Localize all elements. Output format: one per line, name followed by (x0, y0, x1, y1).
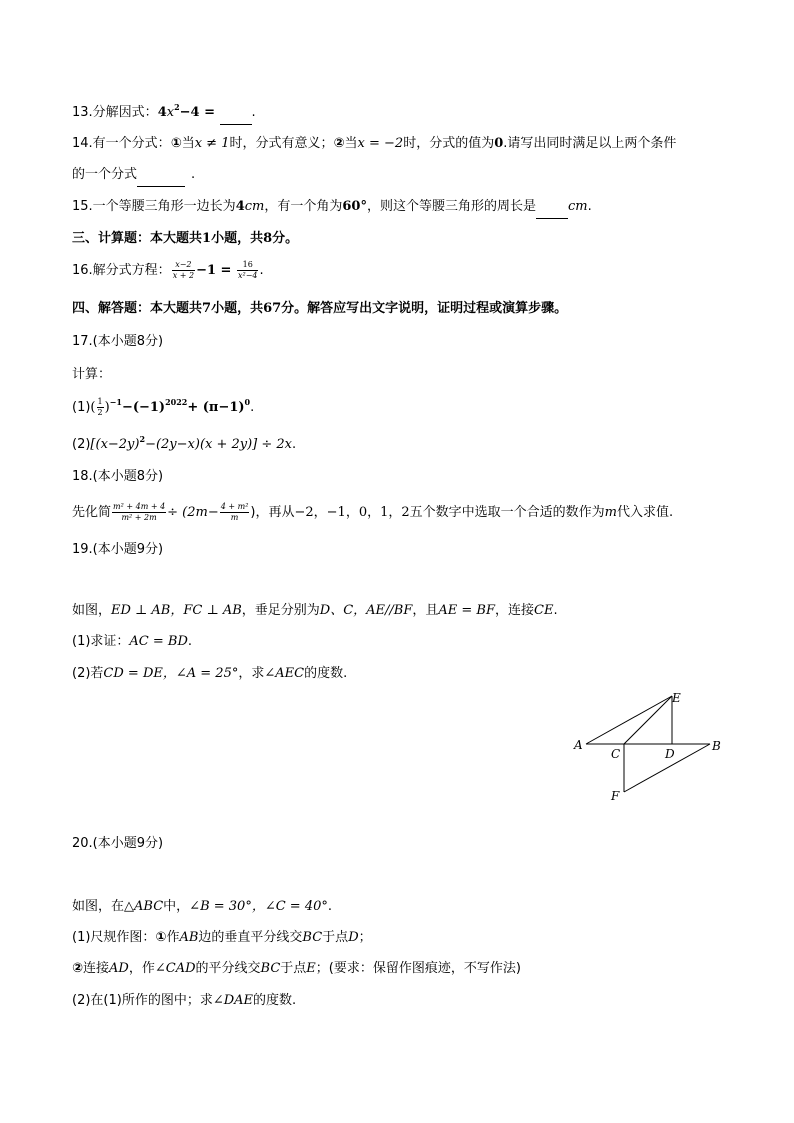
segment-ce (624, 696, 672, 744)
question-19-part1: (1)求证：AC = BD. (72, 634, 193, 649)
question-20-part1-step1: (1)尺规作图：①作AB边的垂直平分线交BC于点D； (72, 930, 372, 945)
question-19-part2: (2)若CD = DE，∠A = 25°，求∠AEC的度数. (72, 666, 348, 681)
question-17-part2: $(2)[(x-2y)^2-(2y-x)(x + 2y)] \div 2x$. (72, 434, 297, 452)
answer-blank (137, 168, 185, 187)
question-17-heading: 17.(本小题8分) (72, 334, 164, 349)
question-19-heading: 19.(本小题9分) (72, 542, 164, 557)
label-b: B (712, 739, 721, 753)
label-d: D (665, 747, 675, 761)
fraction: $\frac{\text{m² + 4m + 4}}{\text{m² + 2m}}$ (113, 502, 166, 522)
label-f: F (611, 789, 620, 803)
question-18-body: 先化简 $\frac{\text{m² + 4m + 4}}{\text{m² + 2m}}$ ÷ (2m− $\frac{\text{4 + m²}}{m}$ )，再从−2，−1，0，1，2五个数字中选取一个合适的数作为m代入求值. (72, 502, 674, 522)
fraction: $\frac{x-2}{x + 2}$ (172, 260, 195, 280)
question-20-intro: 如图，在△ABC中，∠B = 30°，∠C = 40°. (72, 899, 332, 914)
label-a: A (574, 738, 583, 752)
answer-blank (220, 106, 252, 125)
section-3-heading: 三、计算题：本大题共1小题，共8分。 (72, 231, 299, 246)
question-14-line1: 14.有一个分式：①当x ≠ 1时，分式有意义；②当x = −2时，分式的值为0.请写出同时满足以上两个条件 (72, 136, 677, 151)
question-15: 15.一个等腰三角形一边长为4cm，有一个角为60°，则这个等腰三角形的周长是 cm. (72, 198, 592, 219)
question-17-part1: (1)( $\frac{1}{2}$ )$^{-1}-(-1)^{2022}+ (\pi-1)^0$. (72, 397, 255, 417)
fraction: $\frac{16}{\text{x²−4}}$ (237, 260, 258, 280)
geometry-figure (570, 688, 730, 806)
label-c: C (611, 747, 621, 761)
fraction: $\frac{\text{4 + m²}}{m}$ (220, 502, 249, 522)
section-4-heading: 四、解答题：本大题共7小题，共67分。解答应写出文字说明，证明过程或演算步骤。 (72, 301, 568, 316)
segment-ae (586, 696, 672, 744)
label-e: E (672, 691, 681, 705)
fraction: $\frac{1}{2}$ (97, 397, 103, 417)
question-14-line2: 的一个分式 . (72, 166, 195, 187)
question-17-instruction: 计算： (72, 367, 112, 382)
question-16: 16.解分式方程： $\frac{x-2}{x + 2}$ −1 = $\frac{16}{\text{x²−4}}$ . (72, 260, 264, 280)
answer-blank (536, 200, 568, 219)
question-20-part1-step2: ②连接AD，作∠CAD的平分线交BC于点E；(要求：保留作图痕迹，不写作法) (72, 961, 521, 976)
question-20-part2: (2)在(1)所作的图中；求∠DAE的度数. (72, 993, 297, 1008)
question-18-heading: 18.(本小题8分) (72, 469, 164, 484)
question-19-intro: 如图，ED ⊥ AB，FC ⊥ AB，垂足分别为D、C，AE//BF，且AE = BF，连接CE. (72, 603, 558, 618)
question-13: 13.分解因式：$4x^2-4$ = . (72, 104, 256, 125)
question-20-heading: 20.(本小题9分) (72, 836, 164, 851)
